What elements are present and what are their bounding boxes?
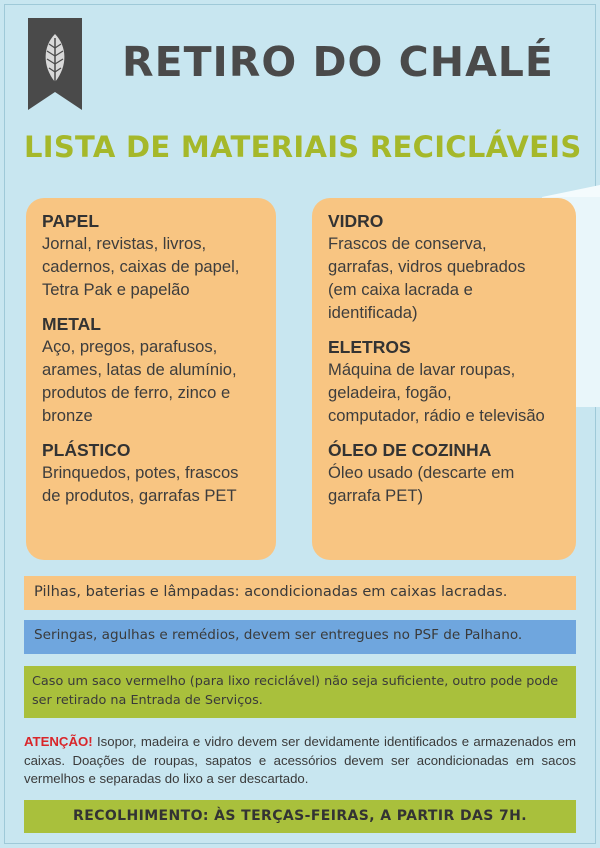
page-subtitle: LISTA DE MATERIAIS RECICLÁVEIS	[24, 130, 582, 164]
category-vidro	[328, 210, 566, 324]
materials-card-left	[26, 198, 276, 560]
category-plastico	[42, 439, 266, 507]
materials-card-right	[312, 198, 576, 560]
category-metal	[42, 313, 266, 427]
category-heading: PLÁSTICO	[42, 440, 131, 460]
category-eletros	[328, 336, 566, 427]
category-items: Aço, pregos, parafusos, arames, latas de alumínio, produtos de ferro, zinco e bronze	[42, 337, 237, 425]
category-items: Jornal, revistas, livros, cadernos, caixas de papel, Tetra Pak e papelão	[42, 234, 240, 299]
category-heading: ÓLEO DE COZINHA	[328, 440, 492, 460]
category-heading: PAPEL	[42, 211, 100, 231]
decorative-corner	[542, 185, 600, 197]
note-saco-vermelho: Caso um saco vermelho (para lixo reciclável) não seja suficiente, outro pode pode ser retirado na Entrada de Serviços.	[24, 666, 576, 718]
category-items: Frascos de conserva, garrafas, vidros quebrados (em caixa lacrada e identificada)	[328, 234, 526, 322]
leaf-banner-logo-icon	[28, 18, 82, 110]
category-heading: ELETROS	[328, 337, 411, 357]
category-items: Máquina de lavar roupas, geladeira, fogão, computador, rádio e televisão	[328, 360, 545, 425]
note-seringas: Seringas, agulhas e remédios, devem ser entregues no PSF de Palhano.	[24, 620, 576, 654]
category-items: Brinquedos, potes, frascos de produtos, garrafas PET	[42, 463, 239, 505]
attention-note	[24, 733, 576, 789]
category-items: Óleo usado (descarte em garrafa PET)	[328, 463, 515, 505]
category-oleo	[328, 439, 566, 507]
category-papel	[42, 210, 266, 301]
note-pilhas: Pilhas, baterias e lâmpadas: acondicionadas em caixas lacradas.	[24, 576, 576, 610]
attention-text: Isopor, madeira e vidro devem ser devidamente identificados e armazenados em caixas. Doações de roupas, sapatos e acessórios devem ser acondicionadas em sacos vermelhos e separadas do lixo a ser descartado.	[24, 734, 576, 786]
page-title: RETIRO DO CHALÉ	[122, 38, 554, 86]
category-heading: METAL	[42, 314, 101, 334]
attention-label: ATENÇÃO!	[24, 734, 93, 749]
category-heading: VIDRO	[328, 211, 384, 231]
collection-schedule: RECOLHIMENTO: ÀS TERÇAS-FEIRAS, A PARTIR DAS 7H.	[24, 800, 576, 833]
